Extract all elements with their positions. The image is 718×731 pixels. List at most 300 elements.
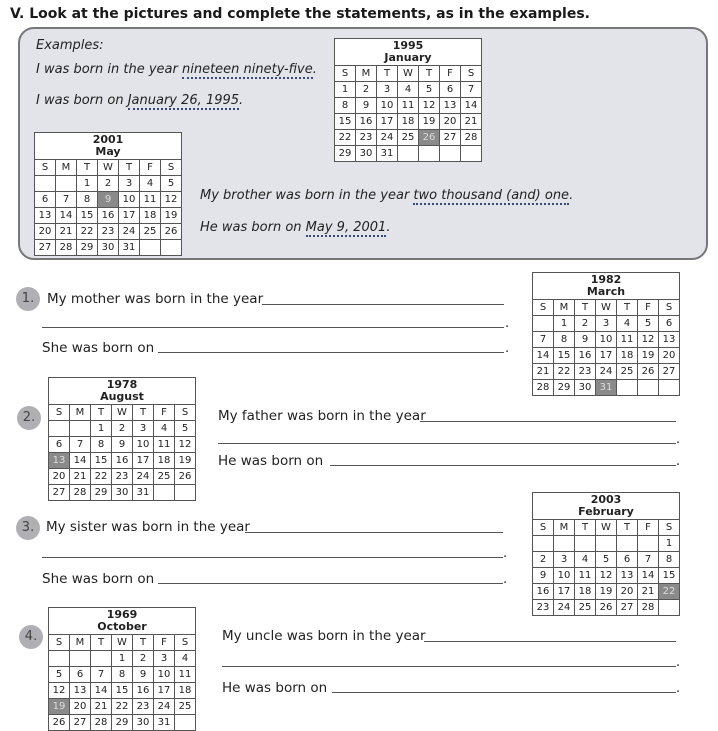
calendar-day: 26 xyxy=(161,224,182,240)
calendar-day: 18 xyxy=(154,453,175,469)
question-1-blank-3[interactable] xyxy=(158,352,504,353)
question-2-period-2: . xyxy=(676,454,681,469)
calendar-day: 2 xyxy=(133,651,154,667)
question-2-blank-2[interactable] xyxy=(218,443,676,444)
calendar-day: 8 xyxy=(335,98,356,114)
calendar-day: 21 xyxy=(91,699,112,715)
calendar-day: 5 xyxy=(161,176,182,192)
weekday-header: T xyxy=(575,520,596,536)
calendar-day: 14 xyxy=(461,98,482,114)
weekday-header: T xyxy=(77,160,98,176)
weekday-header: S xyxy=(461,66,482,82)
calendar-day: 16 xyxy=(575,348,596,364)
calendar-day: 28 xyxy=(533,380,554,396)
question-4-blank-3[interactable] xyxy=(332,692,676,693)
calendar-day-highlighted: 19 xyxy=(49,699,70,715)
calendar-day xyxy=(70,421,91,437)
example-line-1-prefix: I was born in the year xyxy=(36,62,182,77)
weekday-header: S xyxy=(175,635,196,651)
calendar-day: 15 xyxy=(554,348,575,364)
calendar-day: 5 xyxy=(175,421,196,437)
calendar-day: 7 xyxy=(70,437,91,453)
calendar-day: 8 xyxy=(77,192,98,208)
calendar-day xyxy=(617,536,638,552)
calendar-day: 3 xyxy=(119,176,140,192)
calendar-day: 12 xyxy=(596,568,617,584)
question-4-blank-1[interactable] xyxy=(424,641,676,642)
calendar-day xyxy=(440,146,461,162)
calendar-day: 24 xyxy=(377,130,398,146)
calendar-table xyxy=(48,377,196,501)
calendar-day: 7 xyxy=(91,667,112,683)
calendar-month: March xyxy=(586,285,626,298)
calendar-day: 19 xyxy=(419,114,440,130)
calendar-day: 4 xyxy=(575,552,596,568)
example-line-2-suffix: . xyxy=(239,93,244,108)
calendar-day: 6 xyxy=(70,667,91,683)
calendar-day: 31 xyxy=(133,485,154,501)
calendar-day xyxy=(596,536,617,552)
calendar-day: 24 xyxy=(119,224,140,240)
calendar-day: 20 xyxy=(49,469,70,485)
calendar-day xyxy=(617,380,638,396)
calendar-day: 10 xyxy=(554,568,575,584)
calendar-day: 4 xyxy=(154,421,175,437)
calendar-day xyxy=(154,485,175,501)
calendar-day: 11 xyxy=(140,192,161,208)
weekday-header: T xyxy=(119,160,140,176)
calendar-day: 10 xyxy=(119,192,140,208)
weekday-header: S xyxy=(175,405,196,421)
calendar-day: 1 xyxy=(77,176,98,192)
example-line-1 xyxy=(36,62,317,77)
calendar-day: 9 xyxy=(112,437,133,453)
calendar-day: 22 xyxy=(77,224,98,240)
calendar-day xyxy=(140,240,161,256)
calendar-day: 6 xyxy=(35,192,56,208)
calendar-day: 15 xyxy=(91,453,112,469)
calendar-day: 13 xyxy=(440,98,461,114)
weekday-header: T xyxy=(91,405,112,421)
calendar-day xyxy=(398,146,419,162)
calendar-month: May xyxy=(95,145,121,158)
calendar-day: 12 xyxy=(49,683,70,699)
calendar-day: 16 xyxy=(533,584,554,600)
calendar-day: 22 xyxy=(335,130,356,146)
calendar-day: 12 xyxy=(175,437,196,453)
calendar-day: 23 xyxy=(133,699,154,715)
weekday-header: W xyxy=(112,635,133,651)
calendar-day: 27 xyxy=(35,240,56,256)
calendar-day xyxy=(659,600,680,616)
calendar-day: 30 xyxy=(356,146,377,162)
question-4-period-1: . xyxy=(676,655,681,670)
calendar-day: 14 xyxy=(91,683,112,699)
calendar-day: 18 xyxy=(175,683,196,699)
calendar-day: 11 xyxy=(617,332,638,348)
calendar-day: 20 xyxy=(617,584,638,600)
question-number-2: 2. xyxy=(17,406,41,430)
weekday-header: W xyxy=(398,66,419,82)
calendar-day: 13 xyxy=(659,332,680,348)
weekday-header: S xyxy=(533,520,554,536)
calendar-day: 4 xyxy=(175,651,196,667)
calendar-day: 21 xyxy=(70,469,91,485)
calendar-day: 8 xyxy=(112,667,133,683)
calendar-day: 26 xyxy=(638,364,659,380)
calendar-day: 3 xyxy=(377,82,398,98)
calendar-day: 16 xyxy=(98,208,119,224)
calendar-table xyxy=(34,132,182,256)
calendar-day: 18 xyxy=(575,584,596,600)
calendar-day: 2 xyxy=(98,176,119,192)
calendar-day: 5 xyxy=(419,82,440,98)
example-line-3-answer: two thousand (and) one xyxy=(413,188,570,203)
calendar-day: 14 xyxy=(638,568,659,584)
examples-label: Examples: xyxy=(36,38,104,53)
calendar-day: 2 xyxy=(533,552,554,568)
weekday-header: T xyxy=(91,635,112,651)
calendar-day: 6 xyxy=(659,316,680,332)
weekday-header: M xyxy=(554,520,575,536)
calendar-day: 15 xyxy=(77,208,98,224)
calendar-month: October xyxy=(97,620,147,633)
weekday-header: W xyxy=(596,520,617,536)
calendar-day: 30 xyxy=(575,380,596,396)
calendar-day: 1 xyxy=(112,651,133,667)
calendar-day: 23 xyxy=(356,130,377,146)
calendar-day: 28 xyxy=(461,130,482,146)
calendar-day: 19 xyxy=(638,348,659,364)
example-line-3-suffix: . xyxy=(569,188,574,203)
calendar-day: 31 xyxy=(154,715,175,731)
calendar-day: 6 xyxy=(49,437,70,453)
example-line-4-prefix: He was born on xyxy=(200,220,306,235)
question-2-line-2: He was born on xyxy=(218,453,324,469)
calendar-day: 11 xyxy=(175,667,196,683)
calendar-day: 27 xyxy=(659,364,680,380)
calendar-table xyxy=(48,607,196,731)
calendar-day: 29 xyxy=(554,380,575,396)
example-line-2-prefix: I was born on xyxy=(36,93,128,108)
calendar-day xyxy=(575,536,596,552)
calendar-day: 19 xyxy=(596,584,617,600)
question-2-blank-3[interactable] xyxy=(330,465,676,466)
calendar-day: 25 xyxy=(140,224,161,240)
calendar-day: 17 xyxy=(133,453,154,469)
calendar-day: 28 xyxy=(91,715,112,731)
calendar-month: August xyxy=(100,390,144,403)
weekday-header: S xyxy=(49,405,70,421)
calendar-day: 10 xyxy=(596,332,617,348)
calendar-day xyxy=(161,240,182,256)
calendar-day: 27 xyxy=(440,130,461,146)
calendar-day: 8 xyxy=(659,552,680,568)
calendar-day: 13 xyxy=(617,568,638,584)
calendar-day: 24 xyxy=(154,699,175,715)
calendar-month: January xyxy=(384,51,432,64)
calendar-day: 8 xyxy=(91,437,112,453)
weekday-header: S xyxy=(49,635,70,651)
calendar-day: 10 xyxy=(154,667,175,683)
question-1-blank-1[interactable] xyxy=(262,304,504,305)
calendar-day xyxy=(175,715,196,731)
calendar-day: 7 xyxy=(56,192,77,208)
calendar-day: 19 xyxy=(161,208,182,224)
calendar-1995-january xyxy=(334,38,482,162)
calendar-day: 22 xyxy=(91,469,112,485)
calendar-day xyxy=(461,146,482,162)
calendar-day: 10 xyxy=(377,98,398,114)
calendar-day xyxy=(638,380,659,396)
question-number-4: 4. xyxy=(19,625,43,649)
calendar-day: 21 xyxy=(533,364,554,380)
calendar-day: 9 xyxy=(575,332,596,348)
calendar-day xyxy=(175,485,196,501)
weekday-header: F xyxy=(154,405,175,421)
calendar-day xyxy=(554,536,575,552)
question-1-blank-2[interactable] xyxy=(42,327,504,328)
calendar-1969-october xyxy=(48,607,196,731)
question-1-line-2: She was born on xyxy=(42,340,155,356)
calendar-day: 26 xyxy=(49,715,70,731)
question-4-blank-2[interactable] xyxy=(222,666,676,667)
weekday-header: S xyxy=(533,300,554,316)
calendar-day: 3 xyxy=(154,651,175,667)
weekday-header: W xyxy=(98,160,119,176)
calendar-day: 7 xyxy=(461,82,482,98)
weekday-header: S xyxy=(35,160,56,176)
calendar-day: 21 xyxy=(461,114,482,130)
calendar-day: 23 xyxy=(98,224,119,240)
calendar-day: 3 xyxy=(596,316,617,332)
example-line-2-answer: January 26, 1995 xyxy=(127,93,240,108)
calendar-table xyxy=(532,272,680,396)
calendar-day: 9 xyxy=(533,568,554,584)
calendar-day: 24 xyxy=(133,469,154,485)
weekday-header: F xyxy=(140,160,161,176)
calendar-day: 25 xyxy=(575,600,596,616)
calendar-day xyxy=(91,651,112,667)
calendar-day: 5 xyxy=(49,667,70,683)
calendar-2003-february xyxy=(532,492,680,616)
calendar-day: 7 xyxy=(533,332,554,348)
calendar-day: 29 xyxy=(335,146,356,162)
weekday-header: M xyxy=(56,160,77,176)
weekday-header: T xyxy=(419,66,440,82)
calendar-day: 14 xyxy=(70,453,91,469)
calendar-day: 30 xyxy=(112,485,133,501)
calendar-day: 11 xyxy=(575,568,596,584)
calendar-day: 2 xyxy=(575,316,596,332)
calendar-day: 30 xyxy=(98,240,119,256)
calendar-day xyxy=(533,316,554,332)
calendar-day: 20 xyxy=(659,348,680,364)
calendar-day: 14 xyxy=(533,348,554,364)
question-1-period-2: . xyxy=(505,341,510,356)
weekday-header: T xyxy=(617,300,638,316)
calendar-day: 31 xyxy=(377,146,398,162)
calendar-day: 28 xyxy=(70,485,91,501)
calendar-day: 25 xyxy=(617,364,638,380)
calendar-day: 13 xyxy=(35,208,56,224)
calendar-day xyxy=(35,176,56,192)
question-3-period-2: . xyxy=(503,572,508,587)
calendar-day-highlighted: 26 xyxy=(419,130,440,146)
weekday-header: S xyxy=(659,520,680,536)
example-line-1-suffix: . xyxy=(312,62,317,77)
calendar-day: 27 xyxy=(49,485,70,501)
calendar-day: 16 xyxy=(356,114,377,130)
calendar-month: February xyxy=(578,505,634,518)
calendar-day: 20 xyxy=(35,224,56,240)
calendar-table xyxy=(532,492,680,616)
calendar-year: 1978 xyxy=(106,378,138,391)
calendar-day: 17 xyxy=(154,683,175,699)
question-3-blank-1[interactable] xyxy=(245,532,503,533)
weekday-header: T xyxy=(617,520,638,536)
calendar-day: 28 xyxy=(638,600,659,616)
question-number-1: 1. xyxy=(16,287,40,311)
calendar-day: 27 xyxy=(617,600,638,616)
calendar-day: 26 xyxy=(175,469,196,485)
calendar-1978-august xyxy=(48,377,196,501)
calendar-table xyxy=(334,38,482,162)
calendar-year: 1995 xyxy=(392,39,424,52)
calendar-day xyxy=(70,651,91,667)
example-line-4-suffix: . xyxy=(386,220,391,235)
weekday-header: W xyxy=(112,405,133,421)
calendar-2001-may xyxy=(34,132,182,256)
question-1-period-1: . xyxy=(505,316,510,331)
calendar-day: 1 xyxy=(335,82,356,98)
weekday-header: M xyxy=(356,66,377,82)
example-line-3-prefix: My brother was born in the year xyxy=(200,188,414,203)
example-line-3 xyxy=(200,188,573,203)
calendar-day: 23 xyxy=(112,469,133,485)
weekday-header: T xyxy=(575,300,596,316)
calendar-day: 3 xyxy=(133,421,154,437)
calendar-day: 29 xyxy=(91,485,112,501)
calendar-day: 16 xyxy=(112,453,133,469)
calendar-day: 6 xyxy=(440,82,461,98)
calendar-day-highlighted: 13 xyxy=(49,453,70,469)
calendar-day: 15 xyxy=(112,683,133,699)
weekday-header: M xyxy=(70,635,91,651)
calendar-day: 13 xyxy=(70,683,91,699)
calendar-day: 10 xyxy=(133,437,154,453)
calendar-day xyxy=(659,380,680,396)
calendar-year: 1982 xyxy=(590,273,622,286)
exercise-title: V. Look at the pictures and complete the statements, as in the examples. xyxy=(10,6,590,22)
calendar-day: 30 xyxy=(133,715,154,731)
example-line-2 xyxy=(36,93,243,108)
calendar-day: 21 xyxy=(638,584,659,600)
calendar-day: 5 xyxy=(596,552,617,568)
question-3-line-2: She was born on xyxy=(42,571,155,587)
calendar-day: 22 xyxy=(554,364,575,380)
calendar-day xyxy=(638,536,659,552)
calendar-1982-march xyxy=(532,272,680,396)
calendar-day-highlighted: 31 xyxy=(596,380,617,396)
calendar-day: 21 xyxy=(56,224,77,240)
calendar-day: 11 xyxy=(154,437,175,453)
calendar-day: 27 xyxy=(70,715,91,731)
weekday-header: T xyxy=(133,635,154,651)
calendar-day: 1 xyxy=(91,421,112,437)
calendar-day: 15 xyxy=(335,114,356,130)
calendar-day-highlighted: 22 xyxy=(659,584,680,600)
example-line-1-answer: nineteen ninety-five xyxy=(181,62,313,77)
calendar-day: 29 xyxy=(77,240,98,256)
calendar-day: 8 xyxy=(554,332,575,348)
calendar-day: 29 xyxy=(112,715,133,731)
question-3-blank-2[interactable] xyxy=(42,557,503,558)
question-3-period-1: . xyxy=(503,546,508,561)
weekday-header: F xyxy=(440,66,461,82)
calendar-day: 25 xyxy=(398,130,419,146)
calendar-day: 18 xyxy=(617,348,638,364)
question-2-blank-1[interactable] xyxy=(420,421,676,422)
calendar-day: 26 xyxy=(596,600,617,616)
calendar-day: 24 xyxy=(596,364,617,380)
calendar-day: 19 xyxy=(175,453,196,469)
calendar-day xyxy=(49,651,70,667)
calendar-day: 15 xyxy=(659,568,680,584)
calendar-day: 4 xyxy=(617,316,638,332)
calendar-year: 2001 xyxy=(92,133,124,146)
calendar-day: 3 xyxy=(554,552,575,568)
calendar-day: 17 xyxy=(596,348,617,364)
weekday-header: F xyxy=(638,300,659,316)
calendar-day: 18 xyxy=(140,208,161,224)
calendar-day: 11 xyxy=(398,98,419,114)
weekday-header: S xyxy=(335,66,356,82)
weekday-header: T xyxy=(133,405,154,421)
question-4-line-1: My uncle was born in the year xyxy=(222,628,426,644)
calendar-day: 31 xyxy=(119,240,140,256)
calendar-year: 1969 xyxy=(106,608,138,621)
calendar-day: 25 xyxy=(154,469,175,485)
calendar-day: 7 xyxy=(638,552,659,568)
weekday-header: F xyxy=(638,520,659,536)
calendar-day: 12 xyxy=(419,98,440,114)
calendar-day: 9 xyxy=(356,98,377,114)
question-3-blank-3[interactable] xyxy=(158,583,503,584)
calendar-day: 2 xyxy=(356,82,377,98)
weekday-header: M xyxy=(70,405,91,421)
calendar-day-highlighted: 9 xyxy=(98,192,119,208)
weekday-header: T xyxy=(377,66,398,82)
calendar-day: 16 xyxy=(133,683,154,699)
calendar-day: 18 xyxy=(398,114,419,130)
calendar-day: 20 xyxy=(70,699,91,715)
calendar-day: 12 xyxy=(638,332,659,348)
weekday-header: F xyxy=(154,635,175,651)
calendar-day: 25 xyxy=(175,699,196,715)
question-4-line-2: He was born on xyxy=(222,680,328,696)
calendar-day: 12 xyxy=(161,192,182,208)
question-1-line-1: My mother was born in the year xyxy=(47,291,264,307)
calendar-day xyxy=(419,146,440,162)
calendar-day xyxy=(49,421,70,437)
question-4-period-2: . xyxy=(676,681,681,696)
calendar-day: 17 xyxy=(119,208,140,224)
calendar-day: 1 xyxy=(659,536,680,552)
weekday-header: W xyxy=(596,300,617,316)
calendar-day: 17 xyxy=(554,584,575,600)
calendar-day: 17 xyxy=(377,114,398,130)
